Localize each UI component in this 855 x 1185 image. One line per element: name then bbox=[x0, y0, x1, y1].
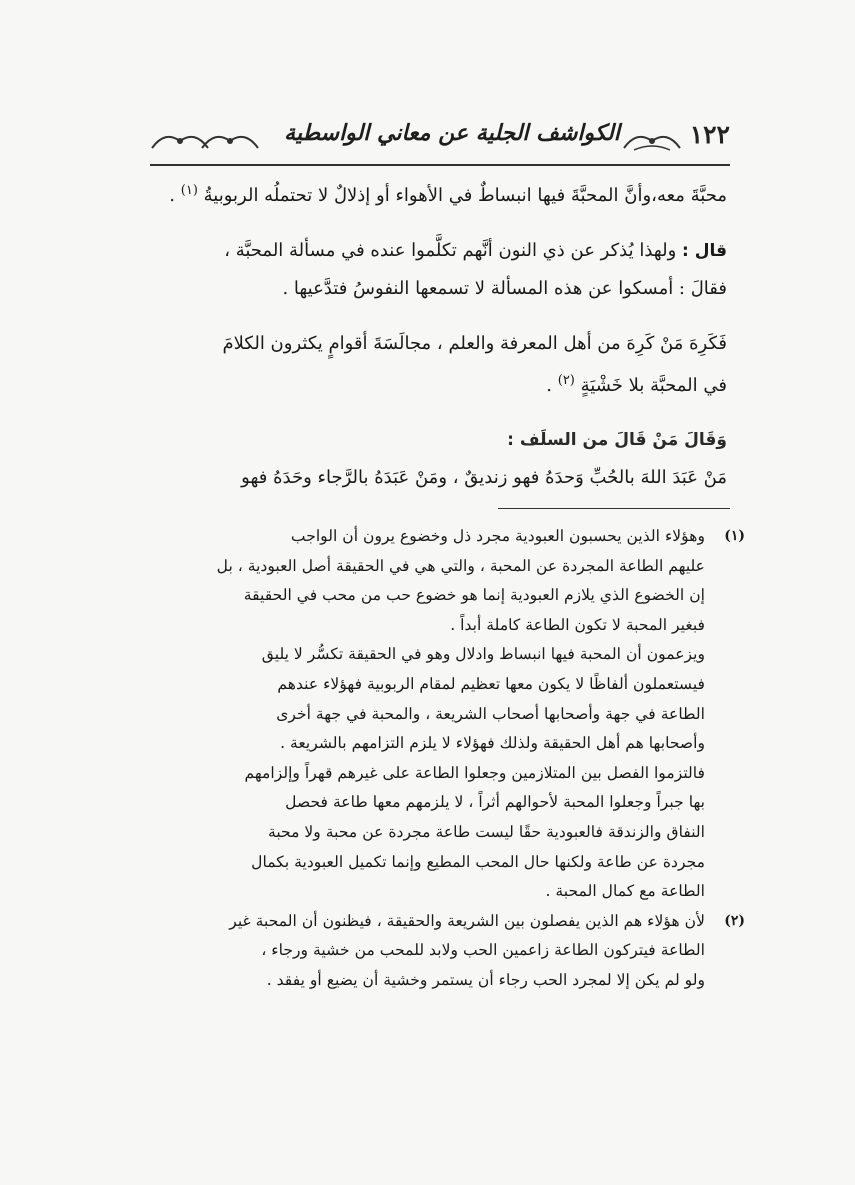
footnote-line: مجردة عن طاعة ولكنها حال المحب المطيع وإنما تكميل العبودية بكمال bbox=[251, 852, 705, 871]
footnote-number: (٢) bbox=[724, 912, 745, 929]
footnote bbox=[147, 522, 745, 907]
footnote-line: الطاعة مع كمال المحبة . bbox=[545, 882, 705, 901]
footnote-ref: (١) bbox=[180, 183, 198, 198]
footnote bbox=[147, 907, 745, 996]
footnote-line: وهؤلاء الذين يحسبون العبودية مجرد ذل وخضوع يرون أن الواجب bbox=[290, 527, 705, 545]
running-title: الكواشف الجلية عن معاني الواسطية bbox=[284, 120, 620, 146]
footnote-line: الطاعة فيتركون الطاعة زاعمين الحب ولابد للمحب من خشية ورجاء ، bbox=[261, 941, 705, 960]
footnote-line: فبغير المحبة لا تكون الطاعة كاملة أبداً . bbox=[450, 615, 705, 634]
footnote-separator bbox=[498, 508, 730, 509]
footnote-line: بها جبراً وجعلوا المحبة لأحوالهم أثراً ، لا يلزمهم معها طاعة فحصل bbox=[285, 793, 705, 812]
footnote-line: فالتزموا الفصل بين المتلازمين وجعلوا الطاعة على غيرهم قهراً وإلزامهم bbox=[244, 763, 705, 782]
footnote-line: ويزعمون أن المحبة فيها انبساط وادلال وهو في الحقيقة تكسُّر لا يليق bbox=[261, 645, 705, 664]
footnote-line: الطاعة في جهة وأصحابها أصحاب الشريعة ، والمحبة في جهة أخرى bbox=[276, 704, 705, 723]
ornament-icon bbox=[622, 128, 682, 154]
page-number: ١٢٢ bbox=[689, 120, 730, 149]
subheading: وَقَالَ مَنْ قَالَ من السلَف : bbox=[507, 430, 727, 450]
page-header bbox=[150, 118, 730, 162]
footnote-line: فيستعملون ألفاظًا لا يكون معها تعظيم لمقام الربوبية فهؤلاء عندهم bbox=[277, 674, 705, 693]
qala-lead: قال : bbox=[682, 241, 727, 261]
footnote-line: لأن هؤلاء هم الذين يفصلون بين الشريعة والحقيقة ، فيظنون أن المحبة غير bbox=[229, 911, 705, 930]
footnote-ref: (٢) bbox=[557, 373, 575, 388]
paragraph: مَنْ عَبَدَ اللهَ بالحُبِّ وَحدَهُ فهو زنديقٌ ، ومَنْ عَبَدَهُ بالرَّجاء وحَدَهُ فهو bbox=[241, 467, 727, 488]
paragraph-line: في المحبَّة بلا خَشْيَةٍ $^{(٢)}$ . bbox=[546, 373, 727, 396]
footnote-line: عليهم الطاعة المجردة عن المحبة ، والتي هي في الحقيقة أصل العبودية ، بل bbox=[216, 556, 705, 575]
ornament-icon bbox=[150, 128, 260, 154]
footnote-number: (١) bbox=[724, 528, 745, 544]
footnote-line: النفاق والزندقة فالعبودية حقًا ليست طاعة مجردة عن محبة ولا محبة bbox=[267, 822, 705, 841]
footnotes bbox=[147, 522, 745, 996]
paragraph-line: فقالَ : أمسكوا عن هذه المسألة لا تسمعها النفوسُ فتدَّعيها . bbox=[282, 278, 727, 299]
footnote-line: وأصحابها هم أهل الحقيقة ولذلك فهؤلاء لا يلزم التزامهم بالشريعة . bbox=[280, 734, 705, 753]
main-text bbox=[147, 172, 727, 496]
paragraph: فَكَرِهَ مَنْ كَرِهَ من أهل المعرفة والعلم ، مجالَسَةَ أقوامٍ يكثرون الكلامَ bbox=[222, 333, 727, 354]
header-rule bbox=[150, 164, 730, 166]
footnote-line: إن الخضوع الذي يلازم العبودية إنما هو خضوع حب من محب في الحقيقة bbox=[243, 586, 705, 605]
paragraph: قال : ولهذا يُذكر عن ذي النون أنَّهم تكلَّموا عنده في مسألة المحبَّة ، bbox=[224, 240, 727, 261]
paragraph: محبَّةَ معه،وأنَّ المحبَّةَ فيها انبساطٌ في الأهواء أو إذلالٌ لا تحتملُه الربوبيةُ $^{(١)}$ . bbox=[169, 183, 727, 206]
footnote-line: ولو لم يكن إلا لمجرد الحب رجاء أن يستمر وخشية أن يضيع أو يفقد . bbox=[266, 970, 705, 989]
